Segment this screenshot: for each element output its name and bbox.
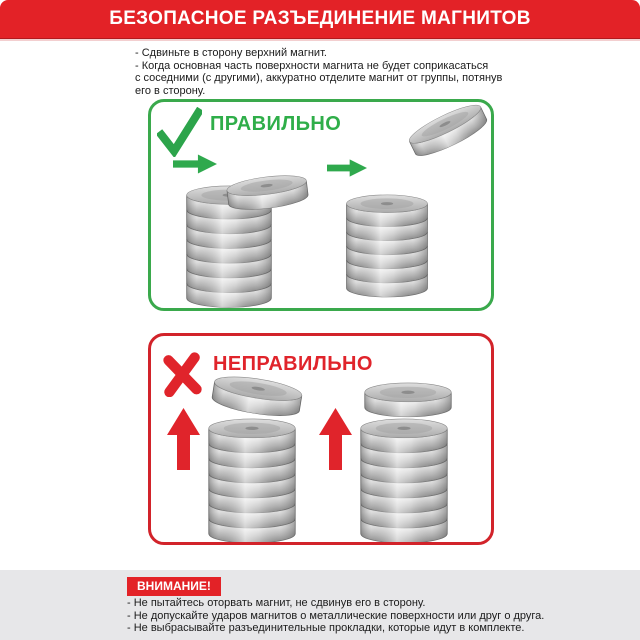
warning-footer [0, 570, 640, 640]
magnet-disc [361, 382, 455, 418]
instruction-line: его в сторону. [135, 84, 206, 97]
warning-item: - Не допускайте ударов магнитов о металлические поверхности или друг о друга. [127, 609, 545, 622]
instruction-line: - Когда основная часть поверхности магнита не будет соприкасаться [135, 59, 489, 72]
instruction-line: с соседними (с другими), аккуратно отделите магнит от группы, потянув [135, 72, 503, 84]
page-title: БЕЗОПАСНОЕ РАЗЪЕДИНЕНИЕ МАГНИТОВ [109, 8, 531, 29]
intro-instructions [135, 47, 502, 97]
instruction-line: - Сдвиньте в сторону верхний магнит. [135, 47, 327, 59]
incorrect-panel [148, 333, 494, 545]
title-banner [0, 0, 640, 38]
warning-list [127, 597, 544, 635]
warning-item: - Не выбрасывайте разъединительные прокладки, которые идут в комплекте. [127, 622, 525, 635]
warning-item: - Не пытайтесь оторвать магнит, не сдвинув его в сторону. [127, 597, 426, 609]
arrow-right-icon [327, 158, 367, 180]
magnet-disc [207, 371, 308, 422]
check-icon [157, 107, 202, 157]
magnet-stack [343, 194, 431, 298]
magnet-stack [205, 418, 299, 544]
incorrect-label: НЕПРАВИЛЬНО [213, 353, 373, 375]
arrow-right-icon [173, 153, 217, 178]
magnet-stack [357, 418, 451, 544]
x-icon [161, 350, 204, 395]
arrow-up-icon [167, 408, 200, 470]
magnet-disc [222, 171, 312, 214]
correct-label: ПРАВИЛЬНО [210, 113, 342, 135]
warning-badge: ВНИМАНИЕ! [127, 577, 221, 596]
arrow-up-icon [319, 408, 352, 470]
correct-panel [148, 99, 494, 311]
magnet-disc [402, 99, 494, 164]
